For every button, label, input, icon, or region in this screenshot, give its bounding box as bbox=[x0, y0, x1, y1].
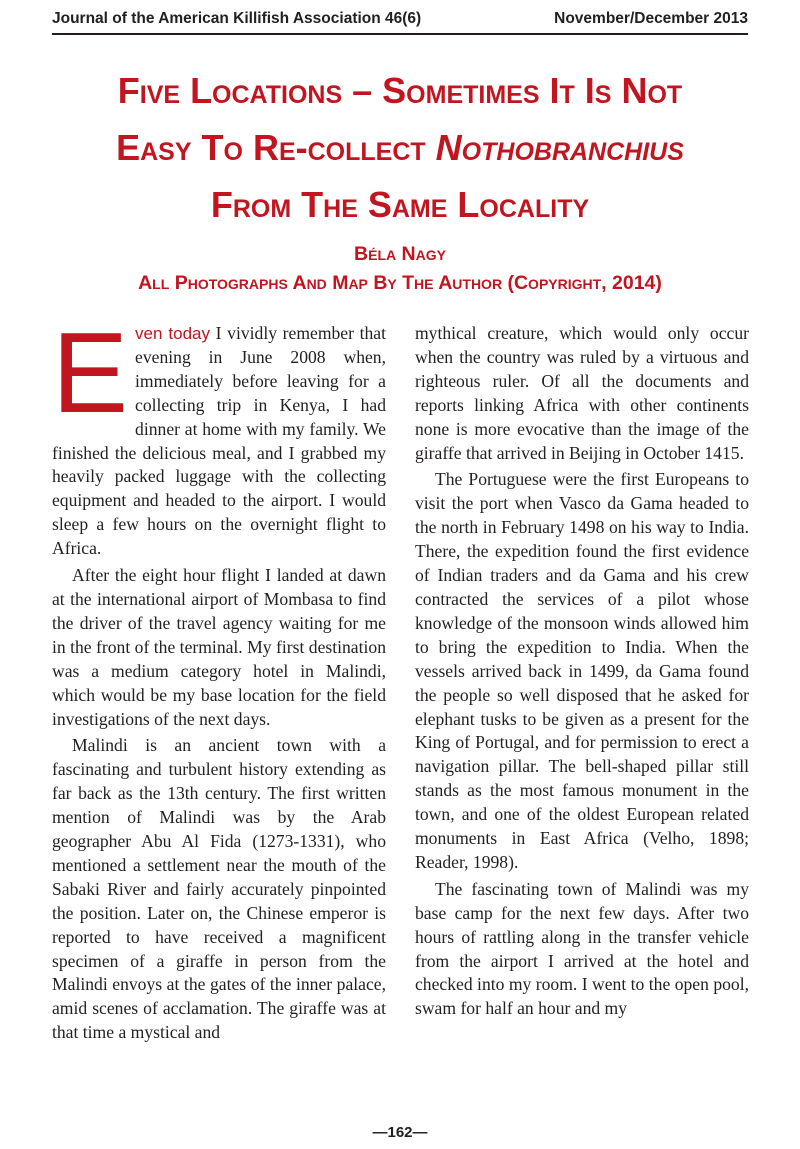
lead-in: ven today bbox=[135, 324, 211, 343]
header-rule bbox=[52, 33, 748, 35]
photo-credit: All Photographs And Map By The Author (Copyright, 2014) bbox=[138, 272, 662, 294]
page-number: —162— bbox=[372, 1124, 428, 1141]
journal-name: Journal of the American Killifish Association 46(6) bbox=[52, 10, 422, 27]
title-line-1: Five Locations – Sometimes It Is Not bbox=[117, 70, 683, 111]
drop-cap: E bbox=[52, 310, 129, 437]
author-name: Béla Nagy bbox=[354, 243, 446, 265]
title-line-2-text: Easy To Re-collect bbox=[116, 127, 436, 168]
paragraph-2: After the eight hour flight I landed at dawn at the international airport of Mombasa to find the driver of the travel agency waiting for me in the front of the terminal. My first destination was a medium category hotel in Malindi, which would be my base location for the field investigations of the next days. bbox=[52, 565, 386, 729]
paragraph-3-continued: mythical creature, which would only occur when the country was ruled by a virtuous and righteous ruler. Of all the documents and reports linking Africa with other continents none is more evocative than the image of the giraffe that arrived in Beijing in October 1415. bbox=[415, 323, 749, 463]
byline bbox=[40, 240, 760, 298]
title-line-2 bbox=[40, 119, 760, 176]
paragraph-4: The Portuguese were the first Europeans to visit the port when Vasco da Gama headed to the north in February 1498 on his way to India. There, the expedition found the first evidence of Indian traders and da Gama and his crew contracted the services of a pilot whose knowledge of the monsoon winds allowed him to bring the expedition to India. When the vessels arrived back in 1499, da Gama found the people so well disposed that he asked for elephant tusks to be given as a present for the King of Portugal, and for permission to erect a navigation pillar. The bell-shaped pillar still stands as the most famous monument in the town, and one of the oldest European related monuments in East Africa (Velho, 1898; Reader, 1998). bbox=[415, 469, 749, 872]
paragraph-1-text: I vividly remember that evening in June 2008 when, immediately before leaving for a collecting trip in Kenya, I had dinner at home with my family. We finished the delicious meal, and I grabbed my heavily packed luggage with the collecting equipment and headed to the airport. I would sleep a few hours on the overnight flight to Africa. bbox=[52, 323, 386, 559]
issue-date: November/December 2013 bbox=[554, 10, 748, 27]
genus-name: Nothobranchius bbox=[435, 127, 684, 168]
article-title bbox=[40, 62, 760, 233]
paragraph-1 bbox=[52, 310, 386, 561]
title-line-3: From The Same Locality bbox=[210, 184, 590, 225]
running-header bbox=[52, 6, 748, 32]
paragraph-5: The fascinating town of Malindi was my base camp for the next few days. After two hours of rattling along in the transfer vehicle from the airport I arrived at the hotel and checked into my room. I went to the open pool, swam for half an hour and my bbox=[415, 878, 749, 1019]
paragraph-3: Malindi is an ancient town with a fascinating and turbulent history extending as far back as the 13th century. The first written mention of Malindi was by the Arab geographer Abu Al Fida (1273-1331), who mentioned a settlement near the mouth of the Sabaki River and fairly accurately pinpointed the position. Later on, the Chinese emperor is reported to have received a magnificent specimen of a giraffe in person from the Malindi envoys at the gates of the inner palace, amid scenes of acclamation. The giraffe was at that time a mystical and bbox=[52, 735, 386, 1043]
text-column-left bbox=[52, 310, 386, 1048]
text-column-right bbox=[415, 322, 749, 1024]
